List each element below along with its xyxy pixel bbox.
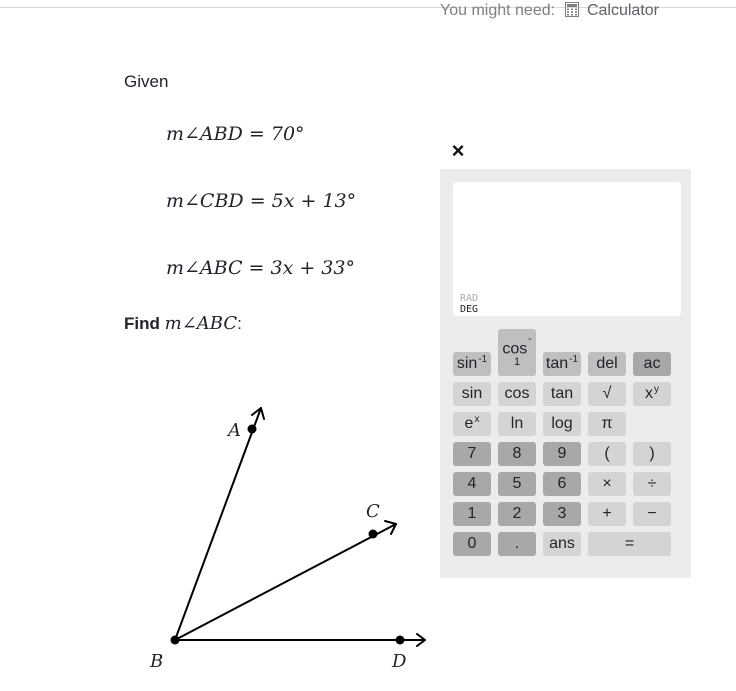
key-arctan-sup: -1 xyxy=(569,353,579,365)
key-7[interactable]: 7 xyxy=(453,442,491,466)
key-exp-sup: x xyxy=(474,413,480,425)
key-sin[interactable]: sin xyxy=(453,382,491,406)
key-arcsin-base: sin xyxy=(456,355,478,372)
mode-deg[interactable]: DEG xyxy=(460,304,479,315)
key-3[interactable]: 3 xyxy=(543,502,581,526)
key-tan[interactable]: tan xyxy=(543,382,581,406)
key-8[interactable]: 8 xyxy=(498,442,536,466)
point-d xyxy=(396,636,405,645)
key-arcsin[interactable] xyxy=(453,352,491,376)
key-power-base: x xyxy=(645,385,653,402)
calculator-icon xyxy=(565,2,579,17)
key-sqrt[interactable]: √ xyxy=(588,382,626,406)
key-equals[interactable]: = xyxy=(588,532,671,556)
key-left-paren[interactable]: ( xyxy=(588,442,626,466)
key-ln[interactable]: ln xyxy=(498,412,536,436)
find-colon: : xyxy=(237,314,242,333)
key-cos[interactable]: cos xyxy=(498,382,536,406)
might-need-bar xyxy=(440,2,659,20)
point-a xyxy=(248,425,257,434)
might-need-label: You might need: xyxy=(440,2,556,19)
key-power[interactable] xyxy=(633,382,671,406)
angle-figure xyxy=(130,395,440,680)
calculator-panel xyxy=(440,169,691,578)
key-minus[interactable]: − xyxy=(633,502,671,526)
key-arctan-base: tan xyxy=(545,355,569,372)
point-c xyxy=(369,530,378,539)
key-exp[interactable] xyxy=(453,412,491,436)
key-multiply[interactable]: × xyxy=(588,472,626,496)
key-ac[interactable]: ac xyxy=(633,352,671,376)
equation-abd: m∠ABD = 70° xyxy=(166,123,305,145)
ray-bc xyxy=(175,524,396,640)
key-arccos-base: cos xyxy=(502,340,528,358)
key-right-paren[interactable]: ) xyxy=(633,442,671,466)
key-divide[interactable]: ÷ xyxy=(633,472,671,496)
find-prompt xyxy=(124,313,242,334)
given-label: Given xyxy=(124,72,169,91)
find-expression: m∠ABC xyxy=(164,313,238,334)
key-6[interactable]: 6 xyxy=(543,472,581,496)
key-decimal[interactable]: . xyxy=(498,532,536,556)
key-arctan[interactable] xyxy=(543,352,581,376)
key-pi[interactable]: π xyxy=(588,412,626,436)
calculator-display[interactable] xyxy=(453,182,681,316)
close-calculator-button[interactable]: × xyxy=(451,138,465,163)
label-b: B xyxy=(150,651,164,672)
key-5[interactable]: 5 xyxy=(498,472,536,496)
mode-rad[interactable]: RAD xyxy=(460,293,479,304)
key-arcsin-sup: -1 xyxy=(478,353,488,365)
key-9[interactable]: 9 xyxy=(543,442,581,466)
label-d: D xyxy=(392,651,407,672)
key-0[interactable]: 0 xyxy=(453,532,491,556)
key-exp-base: e xyxy=(464,415,474,432)
key-del[interactable]: del xyxy=(588,352,626,376)
key-power-sup: y xyxy=(654,383,659,395)
key-1[interactable]: 1 xyxy=(453,502,491,526)
point-b xyxy=(171,636,180,645)
key-arccos-sup: - xyxy=(528,333,532,345)
key-arccos[interactable] xyxy=(498,329,536,376)
label-a: A xyxy=(228,420,241,441)
key-plus[interactable]: + xyxy=(588,502,626,526)
key-arccos-sub: 1 xyxy=(513,356,521,369)
ray-ba xyxy=(175,408,261,640)
equation-cbd: m∠CBD = 5x + 13° xyxy=(166,190,357,212)
key-4[interactable]: 4 xyxy=(453,472,491,496)
equation-abc: m∠ABC = 3x + 33° xyxy=(166,257,355,279)
key-ans[interactable]: ans xyxy=(543,532,581,556)
label-c: C xyxy=(366,501,380,522)
key-2[interactable]: 2 xyxy=(498,502,536,526)
calculator-link[interactable]: Calculator xyxy=(586,2,659,19)
find-label: Find xyxy=(124,314,160,333)
key-log[interactable]: log xyxy=(543,412,581,436)
